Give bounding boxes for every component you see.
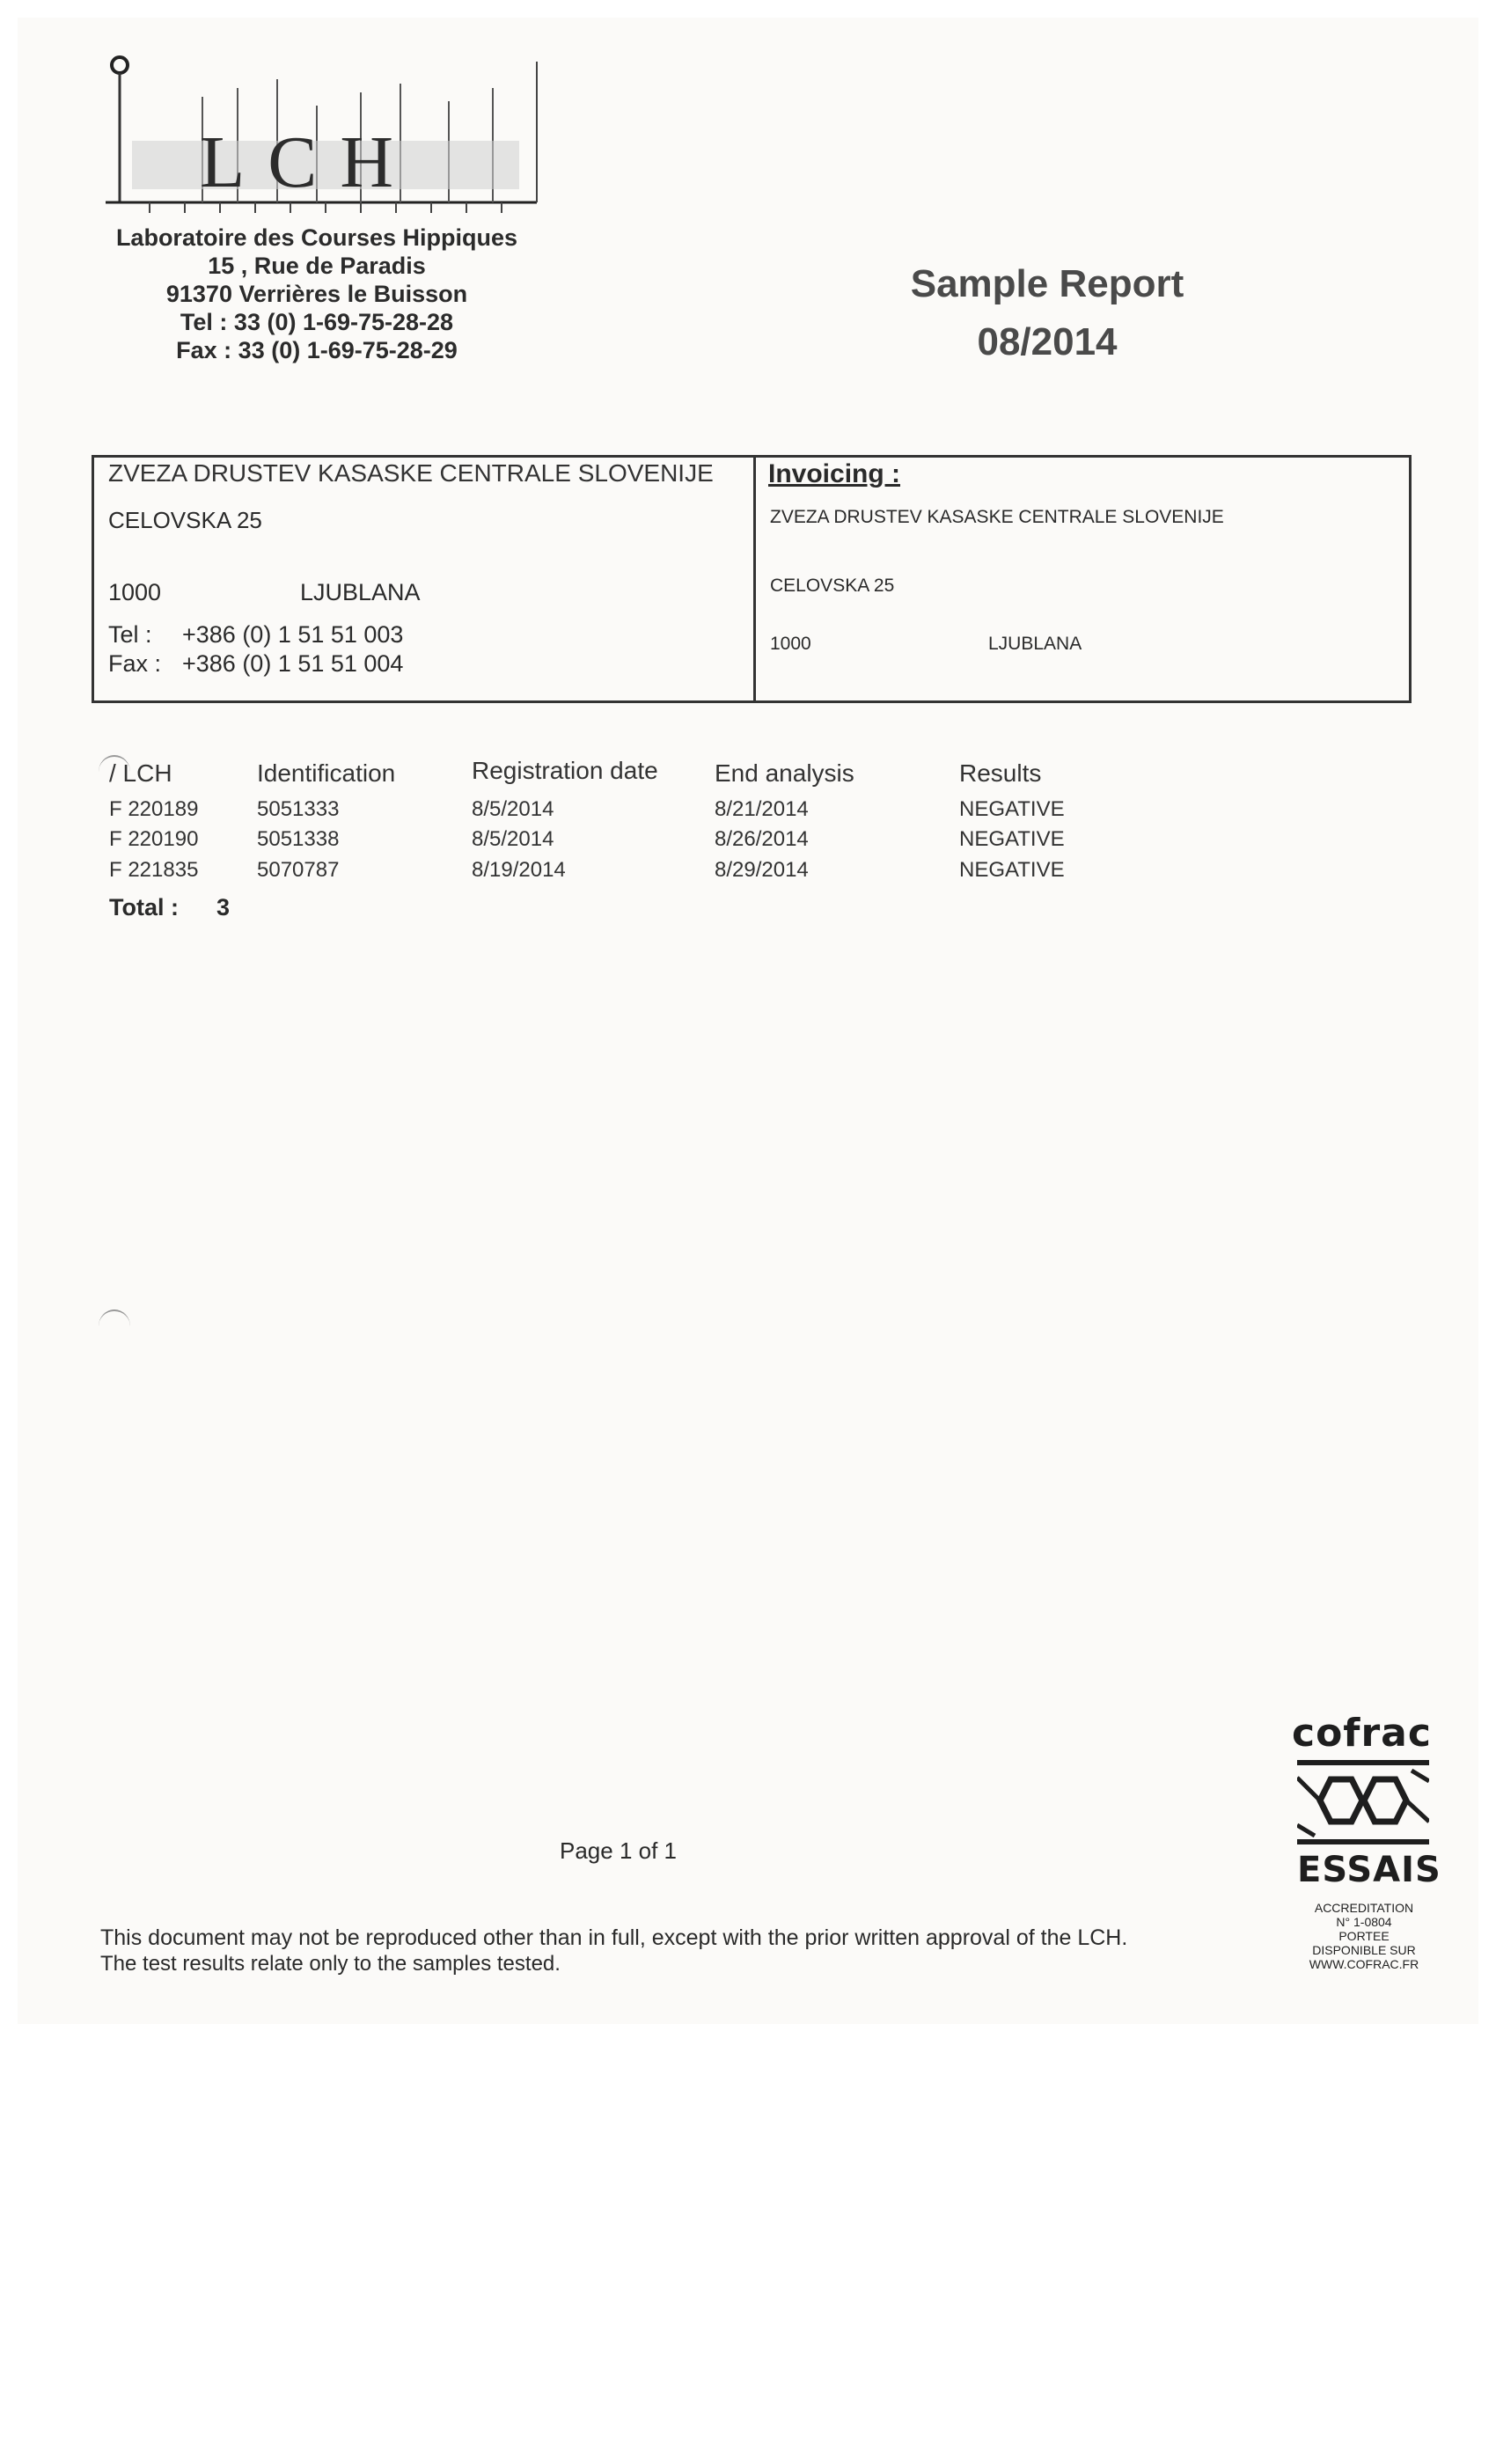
cofrac-wordmark: cofrac [1292, 1711, 1432, 1756]
lab-street: 15 , Rue de Paradis [208, 253, 426, 279]
report-title: Sample Report [910, 262, 1184, 305]
invoicing-street: CELOVSKA 25 [770, 576, 895, 596]
client-street: CELOVSKA 25 [108, 507, 262, 533]
column-header-registration-date: Registration date [472, 757, 658, 784]
cofrac-accreditation [1285, 1901, 1443, 1971]
cell-result: NEGATIVE [959, 827, 1065, 851]
cofrac-line: PORTEE [1338, 1929, 1390, 1943]
total-value: 3 [216, 894, 231, 920]
footer-note: The test results relate only to the samples tested. [100, 1952, 561, 1976]
cell-identification: 5051333 [257, 797, 340, 821]
column-header-results: Results [959, 759, 1042, 787]
box-divider [753, 458, 756, 700]
cofrac-line: WWW.COFRAC.FR [1309, 1957, 1419, 1971]
invoicing-city: LJUBLANA [988, 634, 1082, 654]
client-zip: 1000 [108, 579, 162, 605]
report-period: 08/2014 [977, 320, 1118, 363]
footer-disclaimer: This document may not be reproduced other than in full, except with the prior written approval of the LCH. [100, 1925, 1128, 1950]
address-boxes [92, 455, 1412, 703]
cell-identification: 5051338 [257, 827, 340, 851]
column-header-identification: Identification [257, 759, 396, 787]
cell-registration-date: 8/19/2014 [472, 858, 566, 882]
lch-logo-text: LCH [200, 121, 416, 203]
lab-fax: Fax : 33 (0) 1-69-75-28-29 [176, 337, 458, 363]
cell-end-analysis: 8/29/2014 [715, 858, 809, 882]
lab-tel: Tel : 33 (0) 1-69-75-28-28 [180, 309, 454, 335]
column-header-lch: / LCH [109, 759, 172, 787]
client-fax: +386 (0) 1 51 51 004 [182, 650, 404, 677]
punch-hole-mark [99, 1309, 130, 1343]
lch-logo [97, 53, 546, 229]
client-tel-label: Tel : [108, 621, 152, 648]
cofrac-line: ACCREDITATION [1314, 1901, 1414, 1915]
invoicing-zip: 1000 [770, 634, 811, 654]
document-page [18, 18, 1478, 2024]
cell-end-analysis: 8/26/2014 [715, 827, 809, 851]
client-fax-label: Fax : [108, 650, 162, 677]
cell-result: NEGATIVE [959, 797, 1065, 821]
cofrac-essais: ESSAIS [1297, 1850, 1441, 1890]
cofrac-hexagon-icon [1297, 1760, 1429, 1844]
cell-result: NEGATIVE [959, 858, 1065, 882]
invoicing-name: ZVEZA DRUSTEV KASASKE CENTRALE SLOVENIJE [770, 507, 1224, 527]
page-number: Page 1 of 1 [560, 1837, 677, 1864]
cell-registration-date: 8/5/2014 [472, 827, 554, 851]
cofrac-line: N° 1-0804 [1336, 1915, 1392, 1929]
lab-city: 91370 Verrières le Buisson [165, 281, 468, 307]
column-header-end-analysis: End analysis [715, 759, 854, 787]
client-tel: +386 (0) 1 51 51 003 [182, 621, 404, 648]
client-name: ZVEZA DRUSTEV KASASKE CENTRALE SLOVENIJE [108, 459, 714, 487]
cell-lch: F 220190 [109, 827, 199, 851]
cell-end-analysis: 8/21/2014 [715, 797, 809, 821]
cell-lch: F 221835 [109, 858, 199, 882]
invoicing-title: Invoicing : [768, 459, 900, 488]
cofrac-line: DISPONIBLE SUR [1312, 1943, 1416, 1957]
cell-identification: 5070787 [257, 858, 340, 882]
client-city: LJUBLANA [300, 579, 421, 605]
lab-address [70, 224, 563, 364]
total-label: Total : [109, 894, 179, 920]
cell-registration-date: 8/5/2014 [472, 797, 554, 821]
lab-name: Laboratoire des Courses Hippiques [115, 224, 518, 251]
cell-lch: F 220189 [109, 797, 199, 821]
